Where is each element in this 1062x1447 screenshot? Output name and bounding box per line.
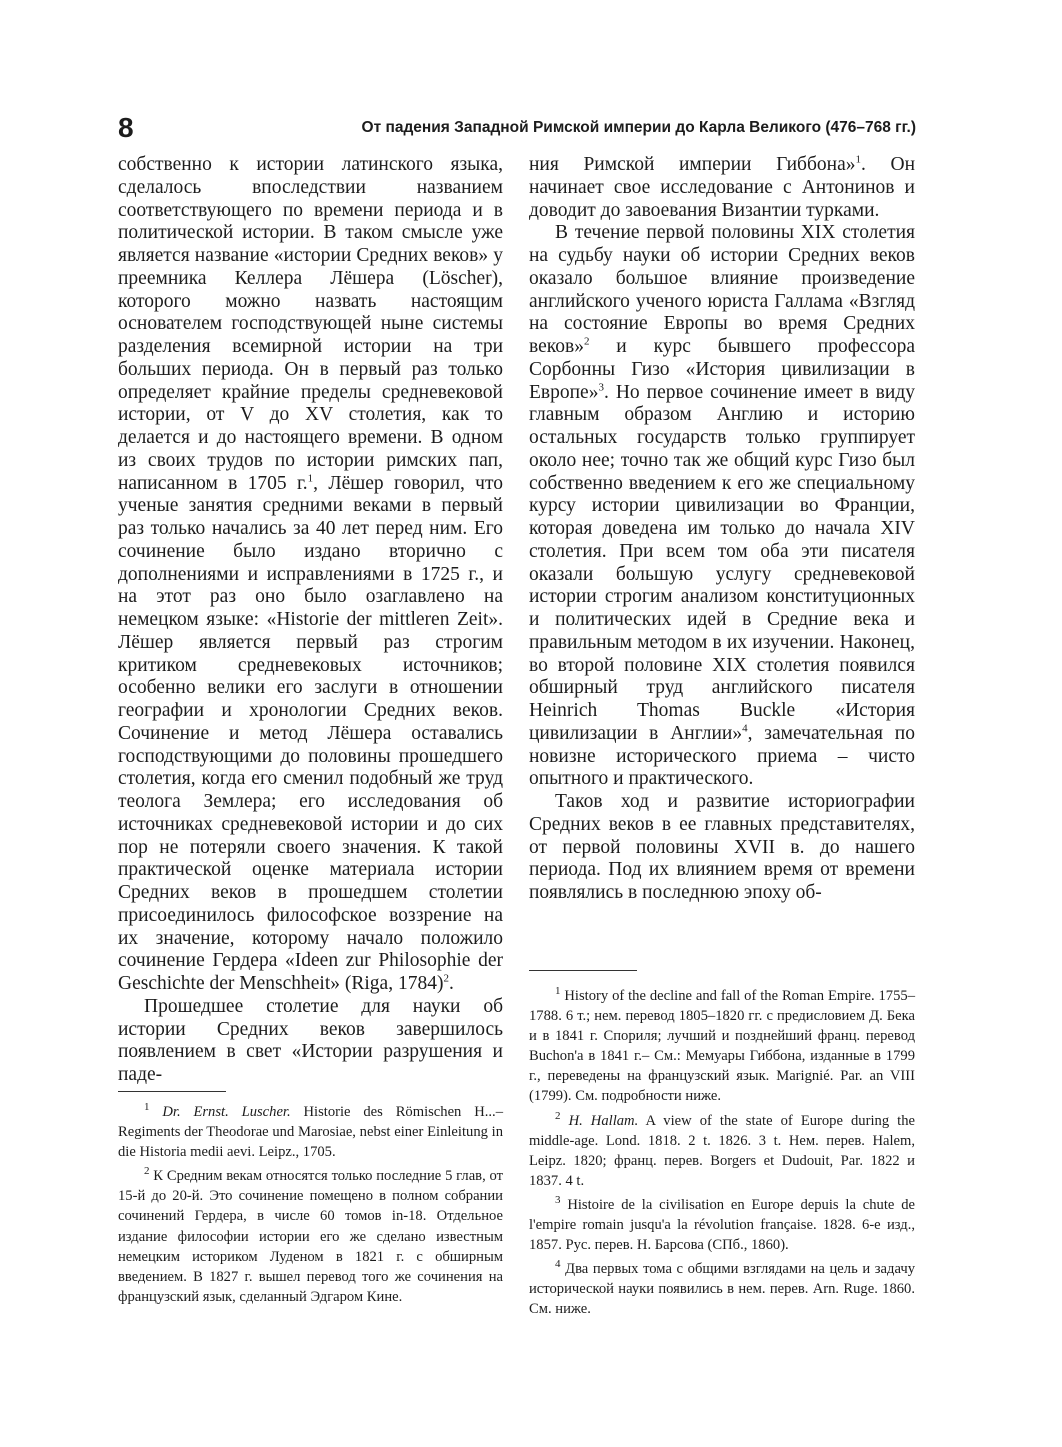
footnote-ref: 1 [307, 472, 314, 484]
footnote-right-2 [529, 1111, 915, 1191]
footnote-text: A view of the state of Europe during the middle-age. Lond. 1818. 2 t. 1826. 3 t. Нем. перев. Halem, Leipz. 1820; франц. перев. Borgers et Dudouit, Par. 1822 и 1837. 4 t. [529, 1112, 915, 1189]
footnotes-left [118, 1102, 503, 1307]
right-column [529, 154, 915, 905]
footnote-number: 2 [555, 1109, 561, 1122]
footnote-divider-left [118, 1091, 226, 1092]
footnote-ref: 3 [598, 381, 604, 393]
left-paragraph-2: Прошедшее столетие для науки об истории Средних веков завершилось появлением в свет «Истории разрушения и паде- [118, 995, 503, 1085]
footnote-number: 3 [555, 1194, 561, 1207]
right-p2-text-c: . Но первое сочинение имеет в виду главным образом Англию и историю остальных государств только группирует около нее; точно так же общий курс Гизо был собственно введением к его же специальному курсу истории цивилизации во Франции, которая доведена им только до начала XIV столетия. При всем том оба эти писателя оказали большую услугу средневековой истории строгим анализом конституционных и политических идей в Средние века и правильным методом в их изучении. Наконец, во второй половине XIX столетия появился обширный труд английского писателя Heinrich Thomas Buckle «История цивилизации в Англии» [529, 381, 915, 744]
footnote-ref: 1 [855, 153, 861, 166]
page-number: 8 [118, 112, 134, 143]
footnote-ref: 2 [443, 972, 449, 985]
footnote-number: 2 [144, 1165, 150, 1178]
right-p1-text: ния Римской империи Гиббона» [529, 154, 856, 175]
right-p2-text: В течение первой половины XIX столетия на судьбу науки об истории Средних веков оказало большое влияние произведение английского ученого юриста Галлама «Взгляд на состояние Европы во время Средних веков» [529, 222, 915, 357]
right-p1-text-b: . Он начинает свое исследование с Антонинов и доводит до завоевания Византии турками. [529, 154, 915, 221]
left-p1-text-c: . [448, 973, 454, 994]
footnote-author: H. Hallam. [568, 1112, 639, 1129]
running-title: От падения Западной Римской империи до Карла Великого (476–768 гг.) [361, 119, 916, 136]
footnote-ref: 2 [583, 335, 590, 348]
footnote-text: К Средним векам относятся только последние 5 глав, от 15-й до 20-й. Это сочинение помещено в полном собрании сочинений Гердера, в числе 60 томов in-18. Отдельное издание философии истории его же сделано известным немецким историком Луденом в 1821 г. с обширным введением. В 1827 г. вышел перевод того же сочинения на французский язык, сделанный Эдгаром Кине. [118, 1168, 503, 1305]
footnotes-right [529, 986, 915, 1320]
footnote-author: Dr. Ernst. Luscher. [162, 1104, 291, 1120]
right-p2-text-d: , замечательная по новизне исторического приема – чисто опытного и практического. [529, 722, 915, 790]
footnote-right-1 [529, 986, 915, 1107]
footnote-right-3 [529, 1195, 915, 1255]
footnote-right-4 [529, 1259, 915, 1319]
footnote-ref: 4 [742, 722, 748, 735]
footnote-text: History of the decline and fall of the Roman Empire. 1755–1788. 6 т.; нем. перевод 1805–1820 гг. с предисловием Д. Бека и в 1841 г. Спориля; лучший и позднейший франц. перевод Buchon'a в 1841 г.– См.: Мемуары Гиббона, изданные в 1799 г., переведены на французский язык. Marignié. Par. an VIII (1799). См. подробности ниже. [529, 988, 915, 1105]
footnote-text: Historie des Römischen H...– Regiments der Theodorae und Marosiae, nebst einer Einleitung in die Historia medii aevi. Leipz., 1705. [118, 1104, 503, 1161]
footnote-text: Два первых тома с общими взглядами на цель и задачу исторической науки появились в нем. перев. Arn. Ruge. 1860. См. ниже. [529, 1261, 915, 1318]
left-p1-text-b: , Лёшер говорил, что ученые занятия средними веками в первый раз только начались за 40 лет перед ним. Его сочинение было издано вторично с дополнениями и исправлениями в 1725 г., и на этот раз оно было озаглавлено на немецком языке: «Historie der mittleren Zeit». Лёшер является первый раз строгим критиком средневековых источников; особенно велики его заслуги в отношении географии и хронологии Средних веков. Сочинение и метод Лёшера оставались господствующими до половины прошедшего столетия, когда его сменил подобный же труд теолога Землера; его исследования об источниках средневековой истории и до сих пор не потеряли своего значения. К такой практической оценке материала истории Средних веков в прошедшем столетии присоединилось философское воззрение на их значение, которому начало положило сочинение Гердера «Ideen zur Philosophie der Geschichte der Menschheit» (Riga, 1784) [118, 472, 503, 994]
right-paragraph-1 [529, 154, 915, 222]
footnote-left-1 [118, 1102, 503, 1162]
footnote-number: 4 [555, 1258, 561, 1271]
footnote-number: 1 [555, 985, 561, 998]
footnote-left-2 [118, 1166, 503, 1307]
left-paragraph-1 [118, 154, 503, 996]
left-p1-text: собственно к истории латинского языка, сделалось впоследствии названием соответствующего по времени периода и в политической истории. В таком смысле уже является название «истории Средних веков» у преемника Келлера Лёшера (Löscher), которого можно назвать настоящим основателем господствующей ныне системы разделения всемирной истории на три больших периода. Он в первый раз только определяет крайние пределы средневековой истории, от V до XV столетия, как то делается и до настоящего времени. В одном из своих трудов по истории римских пап, написанном в 1705 г. [118, 154, 503, 494]
left-column [118, 154, 503, 1087]
footnote-text: Histoire de la civilisation en Europe depuis la chute de l'empire romain jusqu'a la révolution française. 1828. 6-е изд., 1857. Рус. перев. Н. Барсова (СПб., 1860). [529, 1196, 915, 1254]
right-p2-text-b: и курс бывшего профессора Сорбонны Гизо «История цивилизации в Европе» [529, 336, 915, 403]
footnote-divider-right [529, 970, 637, 971]
right-paragraph-2 [529, 222, 915, 791]
footnote-number: 1 [144, 1101, 150, 1114]
right-paragraph-3: Таков ход и развитие историографии Средних веков в ее главных представителях, от первой половины XVII в. до нашего периода. Под их влиянием время от времени появлялись в последнюю эпоху об- [529, 791, 915, 903]
